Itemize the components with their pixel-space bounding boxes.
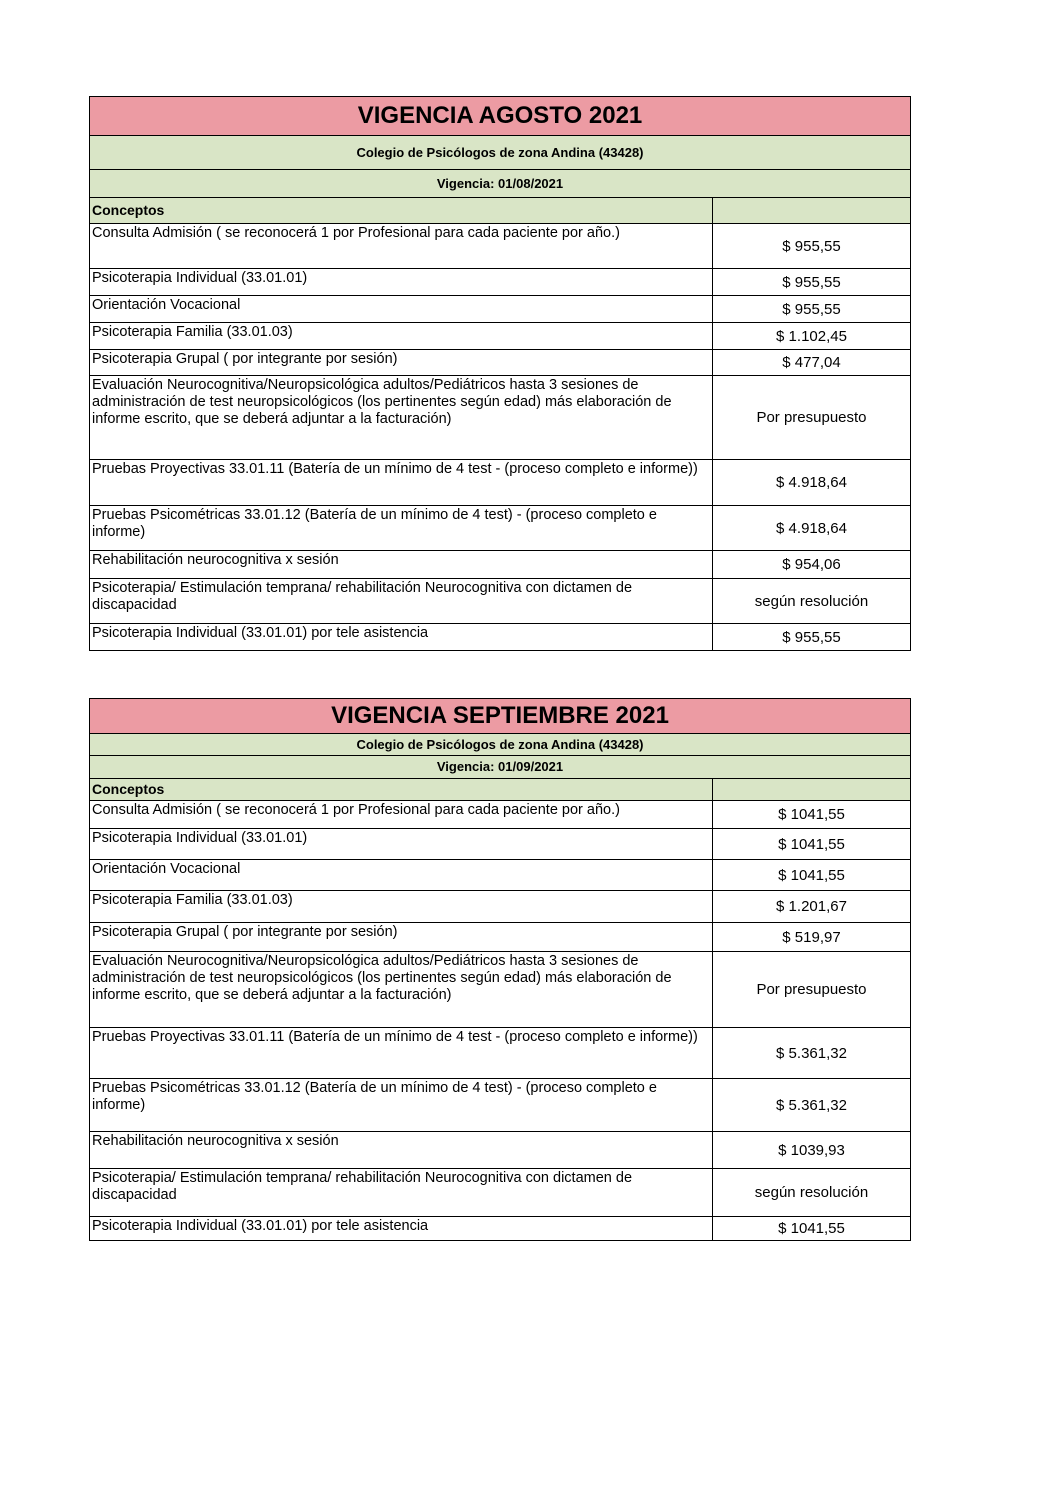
table-row bbox=[90, 224, 911, 269]
row-concept: Psicoterapia Individual (33.01.01) por tele asistencia bbox=[90, 624, 713, 651]
row-concept: Psicoterapia Grupal ( por integrante por sesión) bbox=[90, 350, 713, 376]
table-row bbox=[90, 579, 911, 624]
table-row bbox=[90, 1028, 911, 1079]
row-concept: Pruebas Psicométricas 33.01.12 (Batería de un mínimo de 4 test) - (proceso completo e informe) bbox=[90, 506, 713, 551]
row-price: $ 1.201,67 bbox=[713, 891, 911, 923]
row-price: $ 1039,93 bbox=[713, 1132, 911, 1169]
row-price: según resolución bbox=[713, 1169, 911, 1217]
row-concept: Psicoterapia/ Estimulación temprana/ rehabilitación Neurocognitiva con dictamen de discapacidad bbox=[90, 579, 713, 624]
row-concept: Pruebas Psicométricas 33.01.12 (Batería de un mínimo de 4 test) - (proceso completo e informe) bbox=[90, 1079, 713, 1132]
table-row bbox=[90, 1132, 911, 1169]
table-row bbox=[90, 1169, 911, 1217]
table-row bbox=[90, 829, 911, 860]
row-concept: Consulta Admisión ( se reconocerá 1 por Profesional para cada paciente por año.) bbox=[90, 801, 713, 829]
row-price: $ 955,55 bbox=[713, 269, 911, 296]
table-subtitle-row bbox=[90, 136, 911, 170]
table-vigencia-row bbox=[90, 756, 911, 779]
table-vigencia-row bbox=[90, 170, 911, 198]
table-row bbox=[90, 269, 911, 296]
table-row bbox=[90, 952, 911, 1028]
row-concept: Psicoterapia Grupal ( por integrante por sesión) bbox=[90, 923, 713, 952]
row-price: $ 5.361,32 bbox=[713, 1079, 911, 1132]
row-price: $ 1041,55 bbox=[713, 1217, 911, 1241]
table-row bbox=[90, 350, 911, 376]
row-concept: Rehabilitación neurocognitiva x sesión bbox=[90, 1132, 713, 1169]
row-price: según resolución bbox=[713, 579, 911, 624]
row-price: $ 1.102,45 bbox=[713, 323, 911, 350]
table-row bbox=[90, 624, 911, 651]
row-price: $ 519,97 bbox=[713, 923, 911, 952]
row-price: $ 1041,55 bbox=[713, 829, 911, 860]
table-row bbox=[90, 801, 911, 829]
table-header-row bbox=[90, 779, 911, 801]
row-price: $ 477,04 bbox=[713, 350, 911, 376]
table-title: VIGENCIA SEPTIEMBRE 2021 bbox=[90, 699, 911, 734]
row-price: $ 1041,55 bbox=[713, 801, 911, 829]
column-header-conceptos: Conceptos bbox=[90, 198, 713, 224]
row-concept: Evaluación Neurocognitiva/Neuropsicológica adultos/Pediátricos hasta 3 sesiones de administración de test neuropsicológicos (los pertinentes según edad) más elaboración de informe escrito, que se deberá adjuntar a la facturación) bbox=[90, 376, 713, 460]
row-concept: Psicoterapia Familia (33.01.03) bbox=[90, 323, 713, 350]
column-header-price bbox=[713, 779, 911, 801]
column-header-conceptos: Conceptos bbox=[90, 779, 713, 801]
table-row bbox=[90, 551, 911, 579]
row-price: $ 955,55 bbox=[713, 296, 911, 323]
row-price: $ 4.918,64 bbox=[713, 460, 911, 506]
row-price: $ 955,55 bbox=[713, 624, 911, 651]
table-vigencia: Vigencia: 01/09/2021 bbox=[90, 756, 911, 779]
table-row bbox=[90, 923, 911, 952]
row-price: Por presupuesto bbox=[713, 376, 911, 460]
table-subtitle-row bbox=[90, 734, 911, 756]
table-row bbox=[90, 460, 911, 506]
row-price: $ 4.918,64 bbox=[713, 506, 911, 551]
row-concept: Psicoterapia Familia (33.01.03) bbox=[90, 891, 713, 923]
table-title-row bbox=[90, 97, 911, 136]
row-concept: Orientación Vocacional bbox=[90, 860, 713, 891]
table-row bbox=[90, 1079, 911, 1132]
table-row bbox=[90, 323, 911, 350]
row-price: $ 954,06 bbox=[713, 551, 911, 579]
column-header-price bbox=[713, 198, 911, 224]
row-concept: Psicoterapia Individual (33.01.01) bbox=[90, 829, 713, 860]
row-concept: Psicoterapia Individual (33.01.01) por tele asistencia bbox=[90, 1217, 713, 1241]
tariff-table-august bbox=[89, 96, 911, 651]
row-concept: Psicoterapia/ Estimulación temprana/ rehabilitación Neurocognitiva con dictamen de discapacidad bbox=[90, 1169, 713, 1217]
table-subtitle: Colegio de Psicólogos de zona Andina (43428) bbox=[90, 734, 911, 756]
table-vigencia: Vigencia: 01/08/2021 bbox=[90, 170, 911, 198]
table-row bbox=[90, 1217, 911, 1241]
table-row bbox=[90, 296, 911, 323]
table-row bbox=[90, 860, 911, 891]
tariff-table-september bbox=[89, 698, 911, 1241]
table-header-row bbox=[90, 198, 911, 224]
table-title-row bbox=[90, 699, 911, 734]
row-concept: Pruebas Proyectivas 33.01.11 (Batería de un mínimo de 4 test - (proceso completo e informe)) bbox=[90, 1028, 713, 1079]
table-row bbox=[90, 891, 911, 923]
row-price: $ 1041,55 bbox=[713, 860, 911, 891]
row-concept: Psicoterapia Individual (33.01.01) bbox=[90, 269, 713, 296]
row-concept: Evaluación Neurocognitiva/Neuropsicológica adultos/Pediátricos hasta 3 sesiones de administración de test neuropsicológicos (los pertinentes según edad) más elaboración de informe escrito, que se deberá adjuntar a la facturación) bbox=[90, 952, 713, 1028]
table-subtitle: Colegio de Psicólogos de zona Andina (43428) bbox=[90, 136, 911, 170]
table-row bbox=[90, 506, 911, 551]
row-price: $ 955,55 bbox=[713, 224, 911, 269]
table-title: VIGENCIA AGOSTO 2021 bbox=[90, 97, 911, 136]
row-price: Por presupuesto bbox=[713, 952, 911, 1028]
row-concept: Consulta Admisión ( se reconocerá 1 por Profesional para cada paciente por año.) bbox=[90, 224, 713, 269]
row-concept: Rehabilitación neurocognitiva x sesión bbox=[90, 551, 713, 579]
row-concept: Pruebas Proyectivas 33.01.11 (Batería de un mínimo de 4 test - (proceso completo e informe)) bbox=[90, 460, 713, 506]
row-concept: Orientación Vocacional bbox=[90, 296, 713, 323]
table-row bbox=[90, 376, 911, 460]
row-price: $ 5.361,32 bbox=[713, 1028, 911, 1079]
